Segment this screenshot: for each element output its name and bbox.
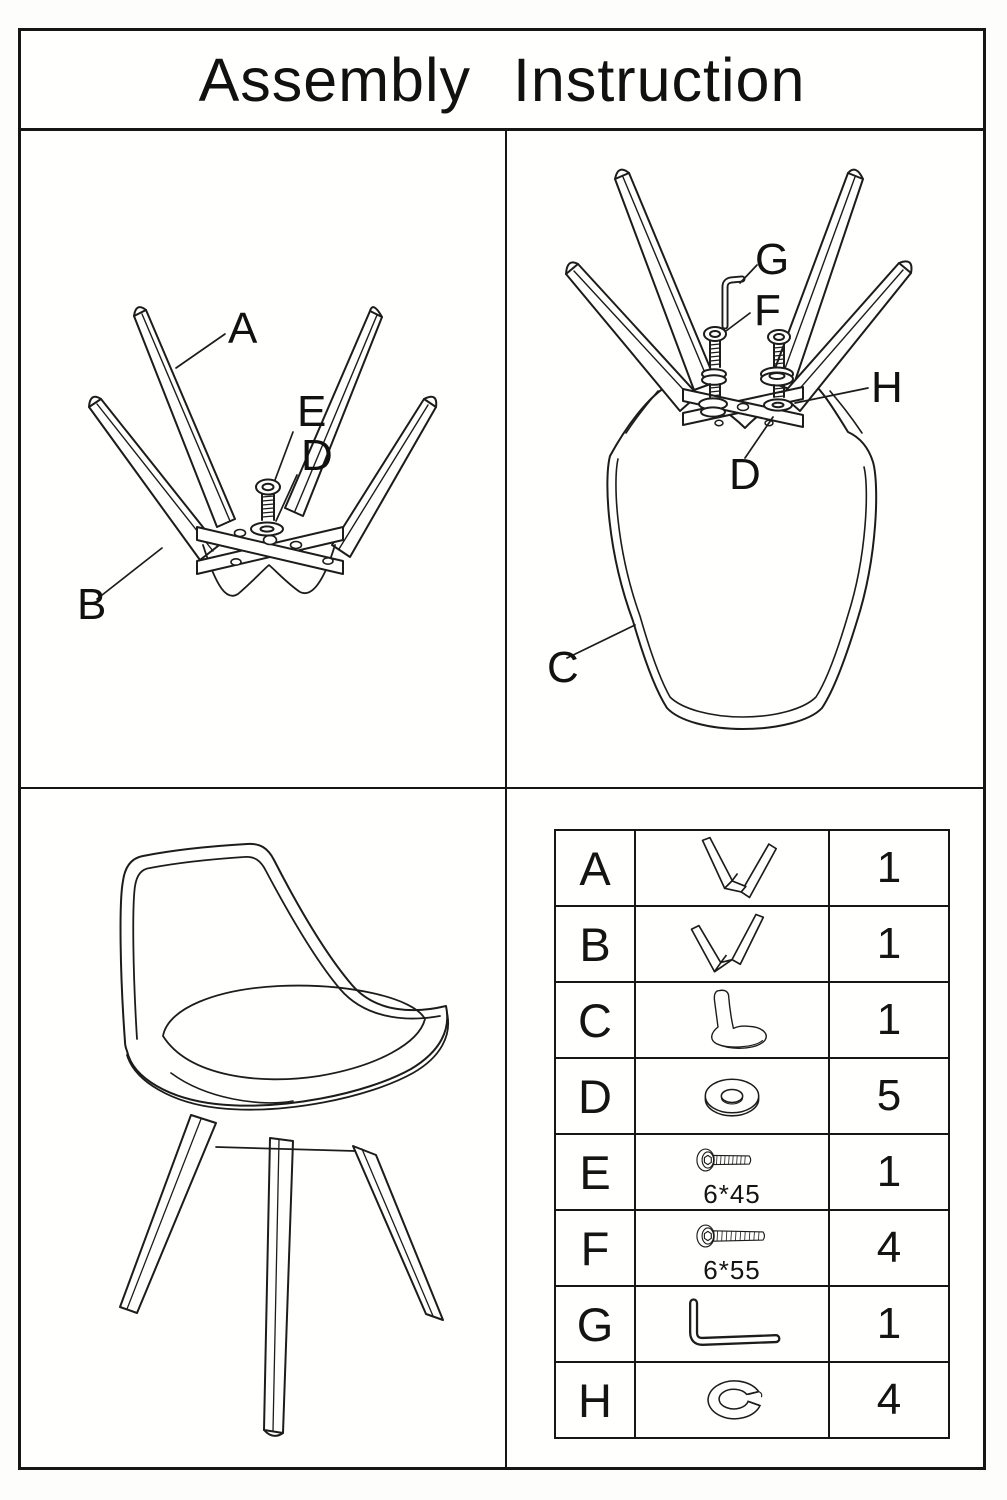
label-part-g: G [755, 235, 790, 284]
bolt-e-drawing [256, 480, 280, 521]
page-title: Assembly Instruction [198, 45, 806, 114]
hex-bolt-short-icon [652, 1137, 812, 1183]
leg-frame-a-icon [652, 833, 812, 903]
part-letter: B [556, 907, 636, 981]
table-row-d [556, 1059, 948, 1135]
part-letter: C [556, 983, 636, 1057]
bolt-size-caption: 6*55 [703, 1255, 761, 1285]
chair-legs-drawing [120, 1115, 443, 1436]
table-row-a [556, 831, 948, 907]
table-row-f [556, 1211, 948, 1287]
part-qty: 4 [876, 1223, 902, 1272]
panel-seat-assembly [507, 131, 983, 789]
panel-grid [21, 131, 983, 1467]
leader-b [97, 548, 162, 599]
base-assembly-diagram [21, 131, 505, 787]
bolt-size-caption: 6*45 [703, 1179, 761, 1209]
part-qty: 1 [876, 995, 902, 1044]
part-qty: 1 [876, 1147, 902, 1196]
parts-table [554, 829, 950, 1439]
table-row-g [556, 1287, 948, 1363]
part-letter: F [556, 1211, 636, 1285]
leader-a [176, 334, 225, 368]
seat-shell-drawing [607, 383, 876, 729]
label-part-h: H [871, 363, 903, 412]
sheet-border [18, 28, 986, 1470]
chair-shell-drawing [121, 844, 449, 1110]
part-letter: H [556, 1363, 636, 1437]
allen-key-drawing [725, 279, 742, 326]
flat-washer-icon [652, 1064, 812, 1128]
leg-frame-b-icon [652, 909, 812, 979]
label-part-c: C [547, 643, 579, 692]
part-qty: 4 [876, 1375, 902, 1424]
label-part-f: F [754, 286, 781, 335]
part-qty: 1 [876, 843, 902, 892]
panel-base-assembly [21, 131, 507, 789]
label-part-a: A [228, 304, 258, 353]
leader-f [726, 313, 750, 331]
part-letter: E [556, 1135, 636, 1209]
label-part-b: B [77, 580, 107, 629]
hex-bolt-long-icon [652, 1213, 812, 1259]
part-letter: G [556, 1287, 636, 1361]
seat-shell-icon [652, 985, 812, 1055]
table-row-b [556, 907, 948, 983]
leader-e [275, 432, 293, 480]
part-letter: A [556, 831, 636, 905]
label-part-d: D [301, 431, 333, 480]
title-band [21, 31, 983, 131]
table-row-h [556, 1363, 948, 1437]
table-row-c [556, 983, 948, 1059]
washer-d-drawing [251, 523, 283, 536]
part-qty: 1 [876, 1299, 902, 1348]
part-qty: 1 [876, 919, 902, 968]
panel-assembled-chair [21, 789, 507, 1467]
bolt-stack-left [699, 327, 727, 417]
assembled-chair-diagram [21, 789, 505, 1468]
part-qty: 5 [876, 1071, 902, 1120]
allen-key-icon [652, 1292, 812, 1356]
label-part-e: E [297, 387, 327, 436]
legs-drawing [566, 170, 912, 411]
label-part-d: D [729, 450, 761, 499]
part-letter: D [556, 1059, 636, 1133]
spring-washer-icon [652, 1365, 812, 1435]
seat-assembly-diagram [507, 131, 983, 787]
panel-parts-table [507, 789, 983, 1467]
table-row-e [556, 1135, 948, 1211]
